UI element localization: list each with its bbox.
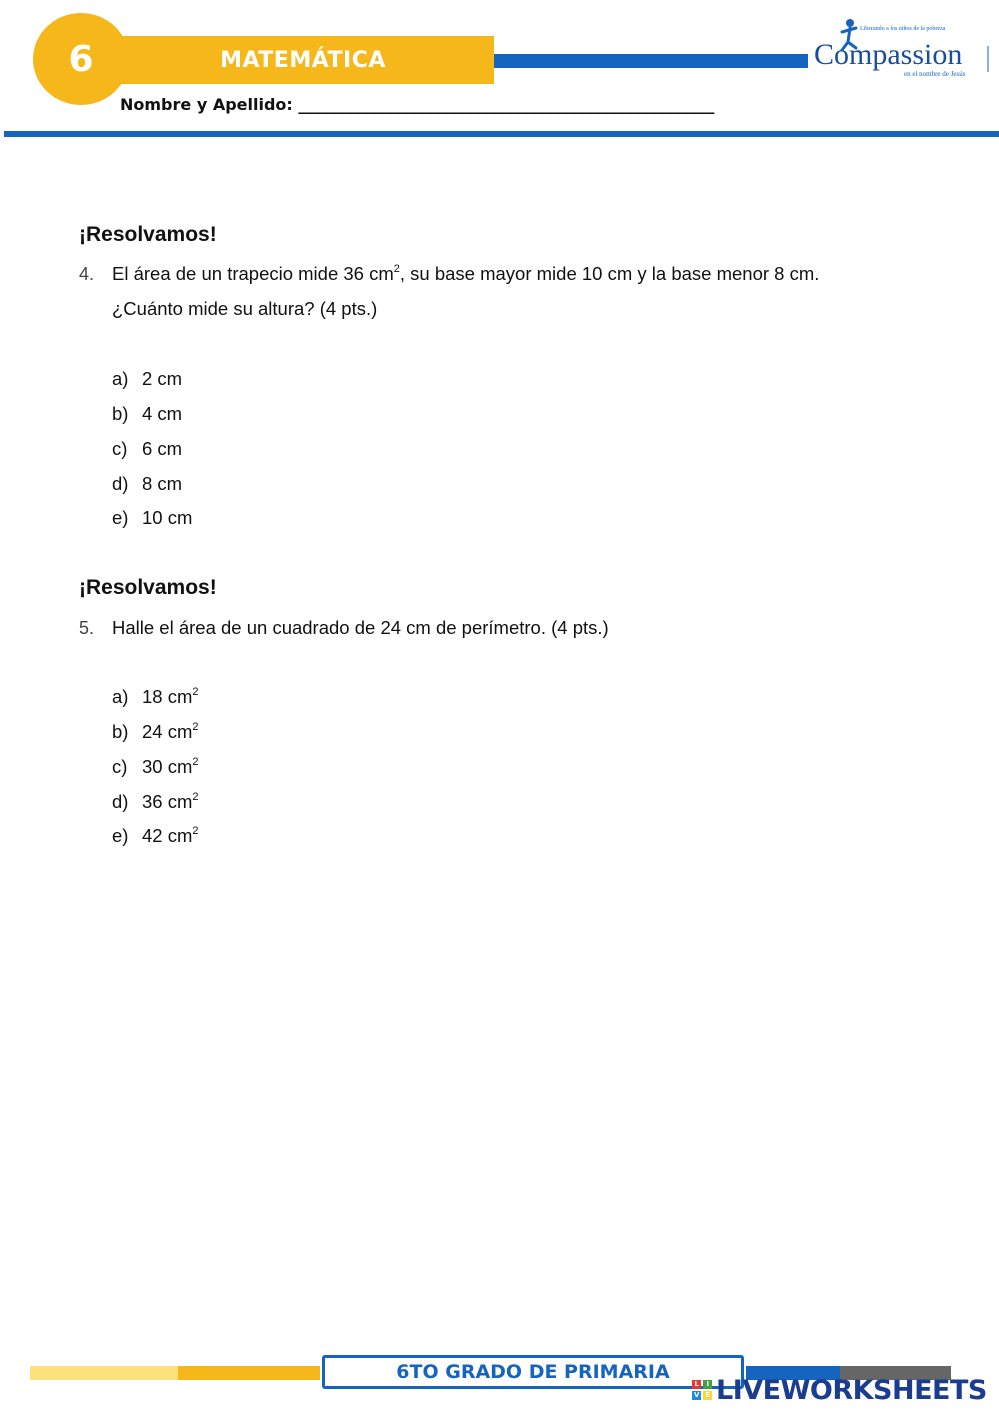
liveworksheets-watermark bbox=[692, 1372, 987, 1408]
option-d[interactable]: d) 8 cm bbox=[112, 473, 183, 494]
footer-bar-yellow bbox=[178, 1366, 320, 1380]
header-blue-bar bbox=[494, 54, 808, 68]
section-title: ¡Resolvamos! bbox=[79, 223, 217, 246]
question-text: El área de un trapecio mide 36 $cm^2$, su base mayor mide 10 cm y la base menor 8 cm. ¿Cuánto mide su altura? (4 pts.) bbox=[112, 262, 820, 319]
header-divider bbox=[4, 131, 999, 137]
liveworksheets-icon: L I V E bbox=[692, 1380, 712, 1400]
option-a[interactable]: a) 18 $cm^2$ bbox=[112, 685, 199, 707]
footer-grade-label: 6TO GRADO DE PRIMARIA bbox=[322, 1355, 744, 1389]
logo-tagline: en el nombre de Jesús bbox=[904, 70, 966, 78]
question-text: Halle el área de un cuadrado de 24 cm de perímetro. (4 pts.) bbox=[112, 617, 609, 638]
question-number: 5. bbox=[79, 618, 95, 638]
compassion-logo bbox=[812, 16, 992, 86]
name-field-label: Nombre y Apellido: ____________________________________________________ bbox=[120, 95, 715, 114]
option-d[interactable]: d) 36 $cm^2$ bbox=[112, 790, 199, 812]
grade-number: 6 bbox=[68, 38, 94, 80]
compassion-logo-graphic bbox=[812, 16, 992, 86]
question-number: 4. bbox=[79, 264, 95, 284]
logo-word: Compassion bbox=[814, 38, 963, 71]
option-b[interactable]: b) 24 $cm^2$ bbox=[112, 720, 199, 742]
option-c[interactable]: c) 6 cm bbox=[112, 438, 183, 459]
footer-bar-light-yellow bbox=[30, 1366, 178, 1380]
subject-title: MATEMÁTICA bbox=[220, 47, 386, 73]
logo-small-text: Liberando a los niños de la pobreza bbox=[860, 26, 946, 32]
option-b[interactable]: b) 4 cm bbox=[112, 403, 183, 424]
option-e[interactable]: e) 42 $cm^2$ bbox=[112, 824, 199, 846]
grade-badge bbox=[33, 13, 129, 105]
section-title: ¡Resolvamos! bbox=[79, 576, 217, 599]
liveworksheets-text: LIVEWORKSHEETS bbox=[716, 1374, 987, 1406]
option-e[interactable]: e) 10 cm bbox=[112, 507, 193, 528]
subject-banner bbox=[112, 36, 494, 84]
option-a[interactable]: a) 2 cm bbox=[112, 368, 183, 389]
option-c[interactable]: c) 30 $cm^2$ bbox=[112, 755, 199, 777]
